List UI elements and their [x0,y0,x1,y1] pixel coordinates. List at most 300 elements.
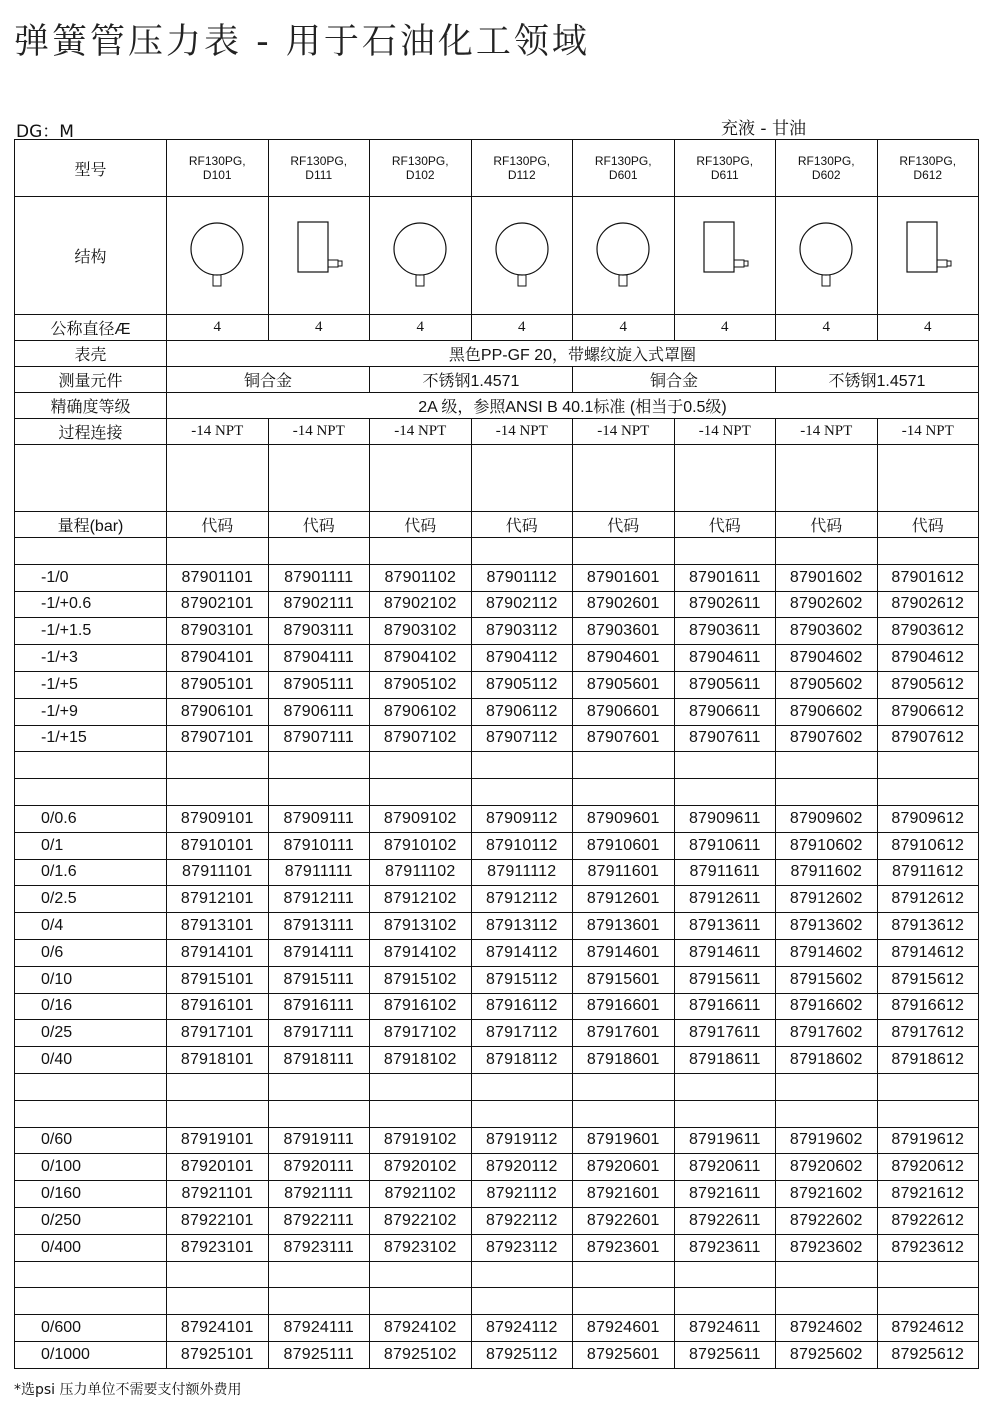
code-cell: 87910602 [776,832,878,859]
structure-cell [877,197,979,315]
model-name-line2: D611 [710,168,739,182]
case-row [15,341,979,367]
code-cell: 87903101 [167,618,269,645]
connection-cell: -14 NPT [573,419,675,445]
accuracy-value: 2A 级，参照ANSI B 40.1标准 (相当于0.5级) [167,393,979,419]
code-cell: 87909112 [471,805,573,832]
connection-label: 过程连接 [15,419,167,445]
code-cell: 87914611 [674,939,776,966]
code-cell: 87910101 [167,832,269,859]
round-gauge-bottom-icon [588,216,658,296]
code-cell: 87910612 [877,832,979,859]
empty-cell [471,538,573,565]
code-cell: 87917101 [167,1020,269,1047]
range-cell: 0/100 [15,1154,167,1181]
code-cell: 87915102 [370,966,472,993]
code-cell: 87921101 [167,1181,269,1208]
code-cell: 87904601 [573,645,675,672]
diameter-label: 公称直径Æ [15,315,167,341]
range-cell: 0/1000 [15,1341,167,1368]
code-cell: 87901611 [674,564,776,591]
table-row [15,618,979,645]
empty-cell [167,445,269,512]
empty-cell [674,752,776,779]
code-cell: 87921111 [268,1181,370,1208]
blank-row [15,1261,979,1288]
empty-cell [370,445,472,512]
diameter-cell: 4 [877,315,979,341]
code-cell: 87904102 [370,645,472,672]
code-cell: 87905112 [471,671,573,698]
code-cell: 87912101 [167,886,269,913]
code-cell: 87920601 [573,1154,675,1181]
empty-cell [15,1100,167,1127]
code-cell: 87912611 [674,886,776,913]
blank-row [15,1288,979,1315]
empty-cell [167,538,269,565]
code-cell: 87913611 [674,913,776,940]
code-cell: 87905101 [167,671,269,698]
code-cell: 87925602 [776,1341,878,1368]
code-cell: 87925101 [167,1341,269,1368]
empty-cell [167,1100,269,1127]
code-cell: 87918111 [268,1047,370,1074]
range-cell: 0/1 [15,832,167,859]
code-cell: 87922111 [268,1207,370,1234]
empty-cell [877,1261,979,1288]
structure-cell [674,197,776,315]
code-cell: 87919601 [573,1127,675,1154]
empty-cell [167,1073,269,1100]
code-cell: 87909602 [776,805,878,832]
table-row [15,1341,979,1368]
empty-cell [674,1261,776,1288]
table-row [15,1127,979,1154]
code-cell: 87911611 [674,859,776,886]
code-cell: 87915611 [674,966,776,993]
empty-cell [776,445,878,512]
code-cell: 87911111 [268,859,370,886]
empty-cell [370,1261,472,1288]
code-cell: 87909102 [370,805,472,832]
code-cell: 87925612 [877,1341,979,1368]
code-cell: 87920111 [268,1154,370,1181]
code-cell: 87919112 [471,1127,573,1154]
code-cell: 87913602 [776,913,878,940]
code-cell: 87912112 [471,886,573,913]
range-cell: 0/2.5 [15,886,167,913]
empty-cell [471,445,573,512]
code-cell: 87921601 [573,1181,675,1208]
code-cell: 87906611 [674,698,776,725]
code-cell: 87912111 [268,886,370,913]
code-cell: 87901601 [573,564,675,591]
model-name-line2: D601 [608,168,638,182]
code-cell: 87906111 [268,698,370,725]
empty-cell [674,538,776,565]
table-row [15,725,979,752]
table-row [15,564,979,591]
case-label: 表壳 [15,341,167,367]
side-gauge-back-icon [690,216,760,296]
empty-cell [877,445,979,512]
side-gauge-back-icon [284,216,354,296]
code-cell: 87901111 [268,564,370,591]
code-cell: 87912102 [370,886,472,913]
code-cell: 87906602 [776,698,878,725]
empty-cell [15,1288,167,1315]
code-cell: 87919101 [167,1127,269,1154]
range-label: 量程(bar) [15,512,167,538]
model-cell [776,140,878,197]
empty-cell [268,779,370,806]
code-cell: 87918102 [370,1047,472,1074]
code-cell: 87904111 [268,645,370,672]
code-cell: 87920112 [471,1154,573,1181]
code-cell: 87902111 [268,591,370,618]
empty-cell [268,1100,370,1127]
code-cell: 87902612 [877,591,979,618]
table-row [15,913,979,940]
code-cell: 87913112 [471,913,573,940]
table-row [15,993,979,1020]
code-cell: 87907612 [877,725,979,752]
code-cell: 87901602 [776,564,878,591]
code-cell: 87925611 [674,1341,776,1368]
table-row [15,671,979,698]
model-cell [674,140,776,197]
empty-cell [471,1261,573,1288]
code-cell: 87903602 [776,618,878,645]
range-cell: -1/+3 [15,645,167,672]
empty-cell [573,1073,675,1100]
code-cell: 87907601 [573,725,675,752]
code-cell: 87920602 [776,1154,878,1181]
code-header-cell: 代码 [167,512,269,538]
range-cell: 0/4 [15,913,167,940]
blank-row [15,1073,979,1100]
diameter-cell: 4 [268,315,370,341]
model-name-line1: RF130PG, [594,154,652,168]
empty-cell [471,779,573,806]
round-gauge-bottom-icon [385,216,455,296]
code-cell: 87901612 [877,564,979,591]
empty-cell [471,1073,573,1100]
code-cell: 87901102 [370,564,472,591]
empty-cell [167,1261,269,1288]
code-cell: 87918601 [573,1047,675,1074]
code-cell: 87919611 [674,1127,776,1154]
empty-cell [268,445,370,512]
empty-cell [776,1100,878,1127]
range-cell: 0/1.6 [15,859,167,886]
code-cell: 87917112 [471,1020,573,1047]
code-cell: 87906101 [167,698,269,725]
code-cell: 87925601 [573,1341,675,1368]
code-cell: 87907111 [268,725,370,752]
code-cell: 87920611 [674,1154,776,1181]
range-cell: 0/400 [15,1234,167,1261]
connection-row [15,419,979,445]
table-row [15,1020,979,1047]
empty-cell [573,1288,675,1315]
code-cell: 87907101 [167,725,269,752]
empty-cell [877,752,979,779]
range-cell: -1/+5 [15,671,167,698]
diameter-row [15,315,979,341]
code-header-cell: 代码 [776,512,878,538]
code-header-cell: 代码 [674,512,776,538]
model-cell [877,140,979,197]
code-header-cell: 代码 [268,512,370,538]
code-cell: 87923602 [776,1234,878,1261]
table-row [15,886,979,913]
accuracy-label: 精确度等级 [15,393,167,419]
code-cell: 87925111 [268,1341,370,1368]
table-row [15,966,979,993]
code-cell: 87922102 [370,1207,472,1234]
code-cell: 87916102 [370,993,472,1020]
model-cell [573,140,675,197]
model-name-line2: D102 [405,168,435,182]
range-cell: 0/40 [15,1047,167,1074]
code-cell: 87921602 [776,1181,878,1208]
code-cell: 87919602 [776,1127,878,1154]
empty-cell [268,1261,370,1288]
code-cell: 87904112 [471,645,573,672]
diameter-cell: 4 [370,315,472,341]
code-cell: 87902112 [471,591,573,618]
code-cell: 87923101 [167,1234,269,1261]
empty-cell [471,752,573,779]
code-cell: 87920101 [167,1154,269,1181]
code-cell: 87916612 [877,993,979,1020]
code-cell: 87905601 [573,671,675,698]
code-cell: 87921612 [877,1181,979,1208]
empty-cell [877,1073,979,1100]
range-cell: -1/0 [15,564,167,591]
empty-cell [15,445,167,512]
code-cell: 87924612 [877,1315,979,1342]
empty-cell [15,752,167,779]
code-cell: 87904101 [167,645,269,672]
empty-cell [370,1073,472,1100]
code-cell: 87917602 [776,1020,878,1047]
empty-cell [877,779,979,806]
code-cell: 87902102 [370,591,472,618]
code-cell: 87901112 [471,564,573,591]
table-row [15,859,979,886]
code-cell: 87916602 [776,993,878,1020]
model-name-line1: RF130PG, [797,154,855,168]
code-header-cell: 代码 [877,512,979,538]
footnote: *选psi 压力单位不需要支付额外费用 [14,1382,242,1398]
code-cell: 87925112 [471,1341,573,1368]
code-cell: 87922612 [877,1207,979,1234]
empty-cell [167,752,269,779]
code-cell: 87915601 [573,966,675,993]
range-cell: -1/+15 [15,725,167,752]
code-cell: 87915111 [268,966,370,993]
code-cell: 87903112 [471,618,573,645]
side-gauge-back-icon [893,216,963,296]
model-name-line2: D112 [507,168,536,182]
code-cell: 87904612 [877,645,979,672]
connection-cell: -14 NPT [674,419,776,445]
code-cell: 87919612 [877,1127,979,1154]
code-cell: 87906601 [573,698,675,725]
round-gauge-bottom-icon [487,216,557,296]
model-cell [167,140,269,197]
structure-cell [167,197,269,315]
empty-cell [573,779,675,806]
empty-cell [674,779,776,806]
model-name-line2: D602 [811,168,841,182]
code-cell: 87911602 [776,859,878,886]
code-cell: 87907602 [776,725,878,752]
code-cell: 87923102 [370,1234,472,1261]
code-cell: 87902602 [776,591,878,618]
empty-cell [776,1261,878,1288]
code-cell: 87916611 [674,993,776,1020]
code-cell: 87925102 [370,1341,472,1368]
structure-cell [370,197,472,315]
code-cell: 87913111 [268,913,370,940]
code-cell: 87910601 [573,832,675,859]
model-label: 型号 [15,140,167,197]
element-cell: 不锈钢1.4571 [776,367,979,393]
table-row [15,939,979,966]
code-cell: 87912602 [776,886,878,913]
table-body [15,140,979,1369]
code-cell: 87911112 [471,859,573,886]
element-row [15,367,979,393]
empty-cell [877,1100,979,1127]
code-cell: 87917611 [674,1020,776,1047]
model-name-line1: RF130PG, [391,154,449,168]
code-cell: 87924601 [573,1315,675,1342]
empty-cell [471,1100,573,1127]
code-cell: 87921611 [674,1181,776,1208]
model-name-line1: RF130PG, [493,154,551,168]
code-cell: 87918612 [877,1047,979,1074]
table-row [15,1207,979,1234]
code-cell: 87914101 [167,939,269,966]
code-cell: 87902101 [167,591,269,618]
round-gauge-bottom-icon [791,216,861,296]
code-cell: 87922611 [674,1207,776,1234]
model-name-line2: D101 [202,168,232,182]
code-cell: 87901101 [167,564,269,591]
empty-cell [370,752,472,779]
empty-cell [877,1288,979,1315]
case-value: 黑色PP-GF 20，带螺纹旋入式罩圈 [167,341,979,367]
table-row [15,1315,979,1342]
code-cell: 87917601 [573,1020,675,1047]
code-header-cell: 代码 [471,512,573,538]
code-cell: 87922112 [471,1207,573,1234]
empty-cell [573,1100,675,1127]
table-row [15,645,979,672]
empty-cell [471,1288,573,1315]
code-cell: 87924101 [167,1315,269,1342]
fill-label: 充液 - 甘油 [721,119,806,139]
empty-cell [573,445,675,512]
empty-cell [370,779,472,806]
empty-cell [877,538,979,565]
code-cell: 87920102 [370,1154,472,1181]
table-row [15,1154,979,1181]
empty-cell [268,1073,370,1100]
code-cell: 87909111 [268,805,370,832]
range-cell: 0/10 [15,966,167,993]
code-cell: 87910102 [370,832,472,859]
code-cell: 87907112 [471,725,573,752]
code-cell: 87912601 [573,886,675,913]
model-cell [268,140,370,197]
table-row [15,1234,979,1261]
code-cell: 87902611 [674,591,776,618]
code-cell: 87905111 [268,671,370,698]
code-cell: 87903111 [268,618,370,645]
code-cell: 87916111 [268,993,370,1020]
structure-cell [776,197,878,315]
code-cell: 87910112 [471,832,573,859]
empty-cell [268,538,370,565]
table-row [15,698,979,725]
blank-row [15,538,979,565]
code-cell: 87903102 [370,618,472,645]
blank-row [15,1100,979,1127]
code-cell: 87905612 [877,671,979,698]
code-cell: 87924602 [776,1315,878,1342]
code-cell: 87915101 [167,966,269,993]
code-cell: 87914102 [370,939,472,966]
code-cell: 87911612 [877,859,979,886]
spacer-row [15,445,979,512]
range-cell: -1/+0.6 [15,591,167,618]
code-cell: 87902601 [573,591,675,618]
diameter-cell: 4 [776,315,878,341]
range-cell: 0/250 [15,1207,167,1234]
code-cell: 87914601 [573,939,675,966]
round-gauge-bottom-icon [182,216,252,296]
code-cell: 87923601 [573,1234,675,1261]
diameter-cell: 4 [674,315,776,341]
code-cell: 87915612 [877,966,979,993]
empty-cell [674,1100,776,1127]
code-cell: 87910611 [674,832,776,859]
code-cell: 87918602 [776,1047,878,1074]
connection-cell: -14 NPT [877,419,979,445]
code-header-row [15,512,979,538]
empty-cell [15,779,167,806]
empty-cell [776,538,878,565]
range-cell: 0/6 [15,939,167,966]
code-cell: 87923112 [471,1234,573,1261]
range-cell: 0/0.6 [15,805,167,832]
code-cell: 87913102 [370,913,472,940]
empty-cell [776,752,878,779]
code-cell: 87918101 [167,1047,269,1074]
code-cell: 87909612 [877,805,979,832]
code-cell: 87904602 [776,645,878,672]
empty-cell [15,1261,167,1288]
code-cell: 87909601 [573,805,675,832]
code-cell: 87913101 [167,913,269,940]
code-cell: 87924111 [268,1315,370,1342]
empty-cell [268,1288,370,1315]
